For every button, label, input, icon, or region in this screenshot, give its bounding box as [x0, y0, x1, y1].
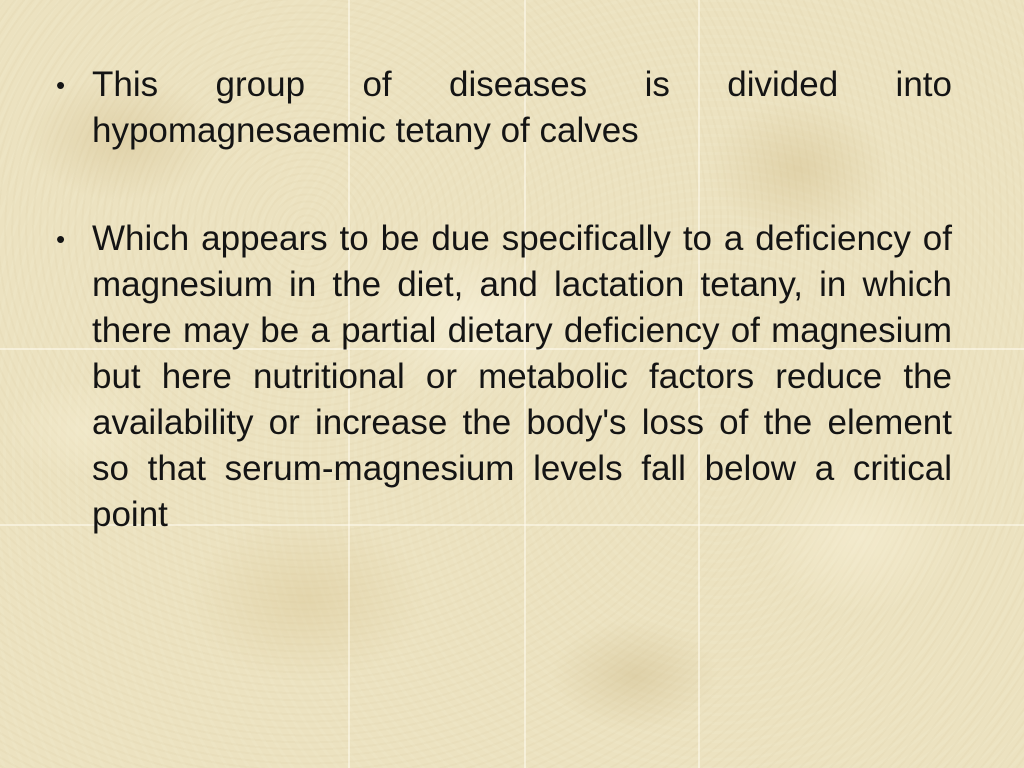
bullet-icon: • [56, 224, 66, 254]
slide-body [56, 62, 952, 600]
bullet-item [56, 216, 952, 538]
bullet-icon: • [56, 70, 66, 100]
bullet-item [56, 62, 952, 154]
bullet-text: This group of diseases is divided into hypomagnesaemic tetany of calves [92, 65, 952, 150]
bullet-text: Which appears to be due specifically to a deficiency of magnesium in the diet, and lactation tetany, in which there may be a partial dietary deficiency of magnesium but here nutritional or metabolic factors reduce the availability or increase the body's loss of the element so that serum-magnesium levels fall below a critical point [92, 219, 952, 534]
